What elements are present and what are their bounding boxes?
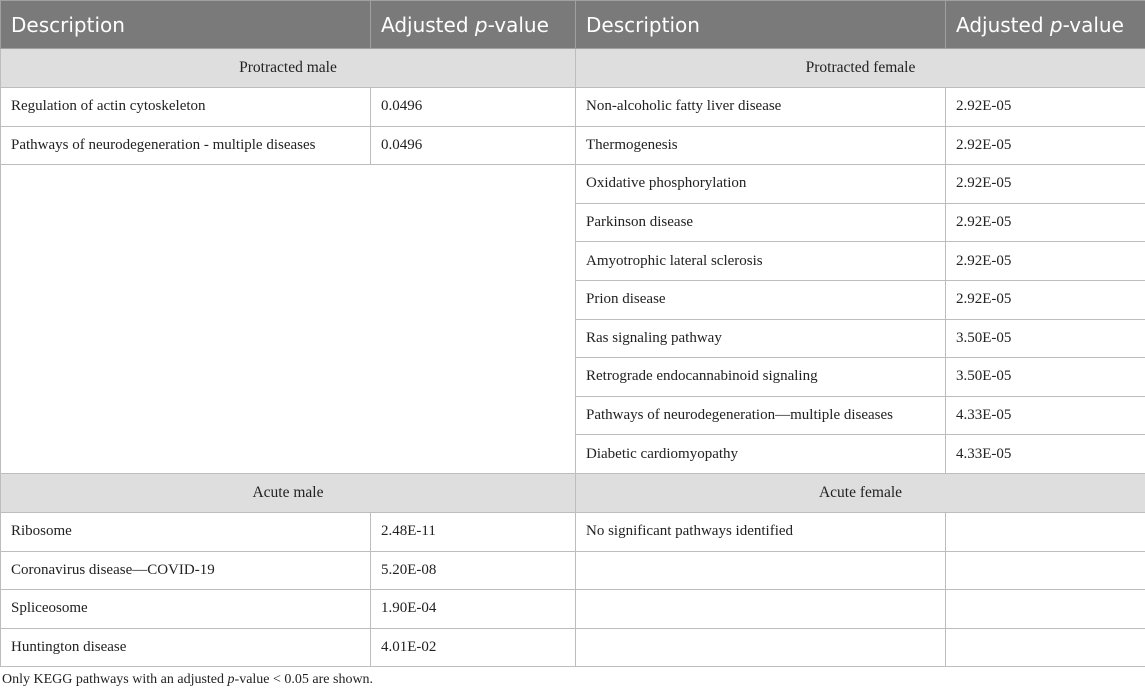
female-desc: Non-alcoholic fatty liver disease	[576, 88, 946, 127]
male-desc: Huntington disease	[1, 628, 371, 667]
female-desc: Oxidative phosphorylation	[576, 165, 946, 204]
female-desc: Diabetic cardiomyopathy	[576, 435, 946, 474]
section-protracted-female: Protracted female	[576, 49, 1145, 88]
male-empty-area	[1, 165, 576, 474]
table-row	[1, 165, 1145, 204]
header-pvalue-right: Adjusted p-value	[946, 1, 1145, 49]
header-description-left: Description	[1, 1, 371, 49]
table-row	[1, 590, 1145, 629]
female-desc: Amyotrophic lateral sclerosis	[576, 242, 946, 281]
table-row	[1, 88, 1145, 127]
female-pvalue: 2.92E-05	[946, 88, 1145, 127]
female-desc-empty	[576, 628, 946, 667]
female-pvalue: 2.92E-05	[946, 242, 1145, 281]
section-acute-male: Acute male	[1, 473, 576, 512]
female-pvalue-empty	[946, 590, 1145, 629]
male-desc: Spliceosome	[1, 590, 371, 629]
female-pvalue: 2.92E-05	[946, 203, 1145, 242]
female-desc: Ras signaling pathway	[576, 319, 946, 358]
table-footnote: Only KEGG pathways with an adjusted p-value < 0.05 are shown.	[2, 672, 374, 687]
table-row	[1, 126, 1145, 165]
male-desc: Regulation of actin cytoskeleton	[1, 88, 371, 127]
male-pvalue: 2.48E-11	[371, 512, 576, 551]
female-pvalue: 2.92E-05	[946, 280, 1145, 319]
male-desc: Pathways of neurodegeneration - multiple diseases	[1, 126, 371, 165]
male-desc: Coronavirus disease—COVID-19	[1, 551, 371, 590]
header-pvalue-left: Adjusted p-value	[371, 1, 576, 49]
section-row-acute	[1, 473, 1145, 512]
female-desc-empty	[576, 551, 946, 590]
section-protracted-male: Protracted male	[1, 49, 576, 88]
table-row	[1, 628, 1145, 667]
female-desc: Prion disease	[576, 280, 946, 319]
header-row	[1, 1, 1145, 49]
female-desc: Parkinson disease	[576, 203, 946, 242]
male-pvalue: 0.0496	[371, 126, 576, 165]
female-desc: Thermogenesis	[576, 126, 946, 165]
table-row	[1, 512, 1145, 551]
female-desc-empty	[576, 590, 946, 629]
section-acute-female: Acute female	[576, 473, 1145, 512]
male-pvalue: 0.0496	[371, 88, 576, 127]
male-pvalue: 5.20E-08	[371, 551, 576, 590]
header-description-right: Description	[576, 1, 946, 49]
female-desc: No significant pathways identified	[576, 512, 946, 551]
male-desc: Ribosome	[1, 512, 371, 551]
female-pvalue: 4.33E-05	[946, 396, 1145, 435]
table-row	[1, 551, 1145, 590]
female-pvalue: 4.33E-05	[946, 435, 1145, 474]
female-desc: Retrograde endocannabinoid signaling	[576, 358, 946, 397]
male-pvalue: 4.01E-02	[371, 628, 576, 667]
female-pvalue: 3.50E-05	[946, 358, 1145, 397]
female-pvalue-empty	[946, 628, 1145, 667]
female-desc: Pathways of neurodegeneration—multiple diseases	[576, 396, 946, 435]
female-pvalue	[946, 512, 1145, 551]
female-pvalue: 2.92E-05	[946, 126, 1145, 165]
female-pvalue-empty	[946, 551, 1145, 590]
male-pvalue: 1.90E-04	[371, 590, 576, 629]
female-pvalue: 3.50E-05	[946, 319, 1145, 358]
section-row-protracted	[1, 49, 1145, 88]
female-pvalue: 2.92E-05	[946, 165, 1145, 204]
